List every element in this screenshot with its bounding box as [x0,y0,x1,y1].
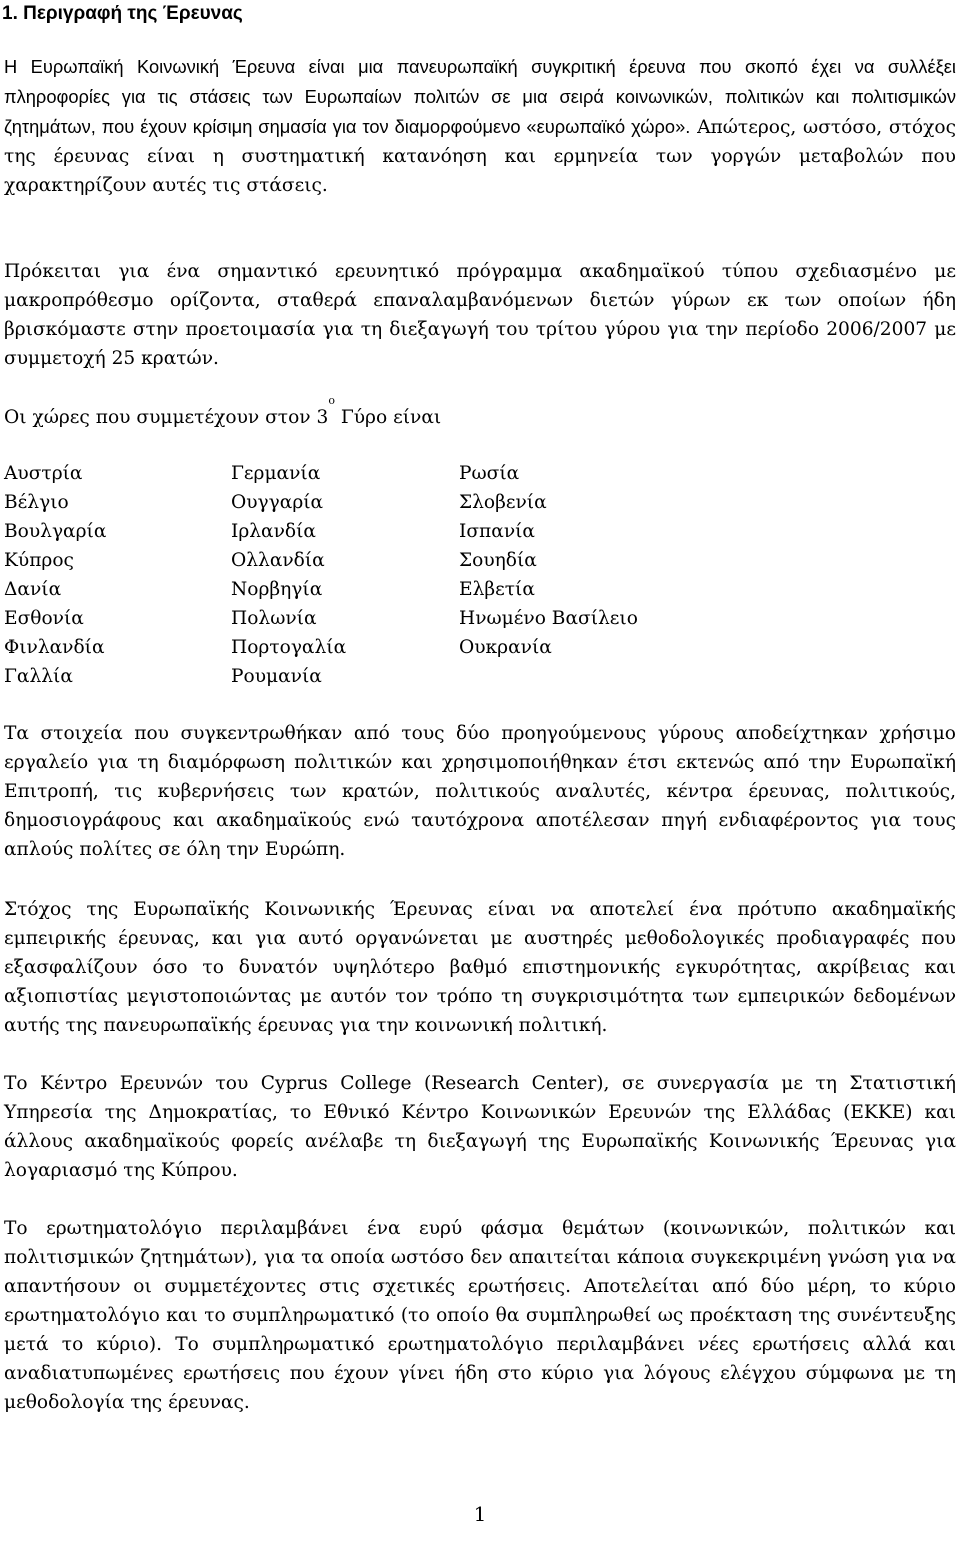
country-item: Πορτογαλία [231,637,347,658]
paragraph-intro [4,52,956,200]
paragraph-programme: Πρόκειται για ένα σημαντικό ερευνητικό πρόγραμμα ακαδημαϊκού τύπου σχεδιασμένο με μακροπρόθεσμο ορίζοντα, σταθερά επαναλαμβανόμενων διετών γύρων εκ των οποίων ήδη βρισκόμαστε στην προετοιμασία για τη διεξαγωγή του τρίτου γύρου για την περίοδο 2006/2007 με συμμετοχή 25 κρατών. [4,261,956,369]
country-item: Ελβετία [459,579,535,600]
country-item: Ουγγαρία [231,492,324,513]
countries-column-1 [4,459,106,691]
country-item: Βέλγιο [4,492,69,513]
page-number: 1 [473,1502,487,1526]
country-item: Εσθονία [4,608,84,629]
country-item: Ισπανία [459,521,535,542]
country-item: Ρουμανία [231,666,322,687]
country-item: Νορβηγία [231,579,323,600]
paragraph-objective: Στόχος της Ευρωπαϊκής Κοινωνικής Έρευνας είναι να αποτελεί ένα πρότυπο ακαδημαϊκής εμπειρικής έρευνας, και για αυτό οργανώνεται με αυστηρές μεθοδολογικές προδιαγραφές που εξασφαλίζουν όσο το δυνατόν υψηλότερο βαθμό επιστημονικής εγκυρότητας, ακρίβειας και αξιοπιστίας μεγιστοποιώντας με αυτόν τον τρόπο τη συγκρισιμότητα των εμπειρικών δεδομένων αυτής της πανευρωπαϊκής έρευνας για την κοινωνική πολιτική. [4,899,956,1036]
country-item: Βουλγαρία [4,521,107,542]
country-item: Ουκρανία [459,637,552,658]
country-item: Κύπρος [4,550,74,571]
paragraph-research-center: Το Κέντρο Ερευνών του Cyprus College (Research Center), σε συνεργασία με τη Στατιστική Υπηρεσία της Δημοκρατίας, το Εθνικό Κέντρο Κοινωνικών Ερευνών της Ελλάδας (ΕΚΚΕ) και άλλους ακαδημαϊκούς φορείς ανέλαβε τη διεξαγωγή της Ευρωπαϊκής Κοινωνικής Έρευνας για λογαριασμό της Κύπρου. [4,1073,956,1181]
country-item: Ρωσία [459,463,520,484]
paragraph-intro-serif-text: Απώτερος, ωστόσο, στόχος της έρευνας είναι η συστηματική κατανόηση και ερμηνεία των γοργών μεταβολών που χαρακτηρίζουν αυτές τις στάσεις. [4,117,956,196]
country-item: Αυστρία [4,463,83,484]
country-item: Ιρλανδία [231,521,316,542]
country-item: Σλοβενία [459,492,547,513]
country-item: Δανία [4,579,62,600]
country-item: Ολλανδία [231,550,325,571]
paragraph-questionnaire: Το ερωτηματολόγιο περιλαμβάνει ένα ευρύ φάσμα θεμάτων (κοινωνικών, πολιτικών και πολιτισμικών ζητημάτων), για τα οποία ωστόσο δεν απαιτείται κάποια συγκεκριμένη γνώση για να απαντήσουν οι συμμετέχοντες στις σχετικές ερωτήσεις. Αποτελείται από δύο μέρη, το κύριο ερωτηματολόγιο και το συμπληρωματικό (το οποίο θα συμπληρωθεί ως προέκταση της συνέντευξης μετά το κύριο). Το συμπληρωματικό ερωτηματολόγιο περιλαμβάνει νέες ερωτήσεις αλλά και αναδιατυπωμένες ερωτήσεις που έχουν γίνει ήδη στο κύριο για λόγους ελέγχου σύμφωνα με τη μεθοδολογία της έρευνας. [4,1218,956,1413]
country-item: Σουηδία [459,550,537,571]
country-item: Γερμανία [231,463,321,484]
countries-column-2 [231,459,346,691]
paragraph-intro-sans-text: Η Ευρωπαϊκή Κοινωνική Έρευνα είναι μια πανευρωπαϊκή συγκριτική έρευνα που σκοπό έχει να συλλέξει πληροφορίες για τις στάσεις των Ευρωπαίων πολιτών σε μια σειρά κοινωνικών, πολιτικών και πολιτισμικών ζητημάτων, που έχουν κρίσιμη σημασία για τον διαμορφούμενο «ευρωπαϊκό χώρο». [4,56,956,137]
country-item: Πολωνία [231,608,317,629]
countries-column-3 [459,459,638,662]
countries-intro-line [4,394,442,432]
countries-intro-text-end: Γύρο είναι [334,407,442,428]
country-item: Γαλλία [4,666,73,687]
section-heading: 1. Περιγραφή της Έρευνας [2,3,243,24]
country-item: Ηνωμένο Βασίλειο [459,608,638,629]
countries-intro-superscript: ο [328,394,335,407]
paragraph-previous-rounds: Τα στοιχεία που συγκεντρωθήκαν από τους δύο προηγούμενους γύρους αποδείχτηκαν χρήσιμο εργαλείο για τη διαμόρφωση πολιτικών και χρησιμοποιήθηκαν έτσι εκτενώς από την Ευρωπαϊκή Επιτροπή, τις κυβερνήσεις των κρατών, πολιτικούς αναλυτές, κέντρα έρευνας, πολιτικούς, δημοσιογράφους και ακαδημαϊκούς ενώ ταυτόχρονα αποτέλεσαν πηγή ενδιαφέροντος για τους απλούς πολίτες σε όλη την Ευρώπη. [4,723,956,860]
countries-intro-text: Οι χώρες που συμμετέχουν στον 3 [4,407,329,428]
country-item: Φινλανδία [4,637,105,658]
